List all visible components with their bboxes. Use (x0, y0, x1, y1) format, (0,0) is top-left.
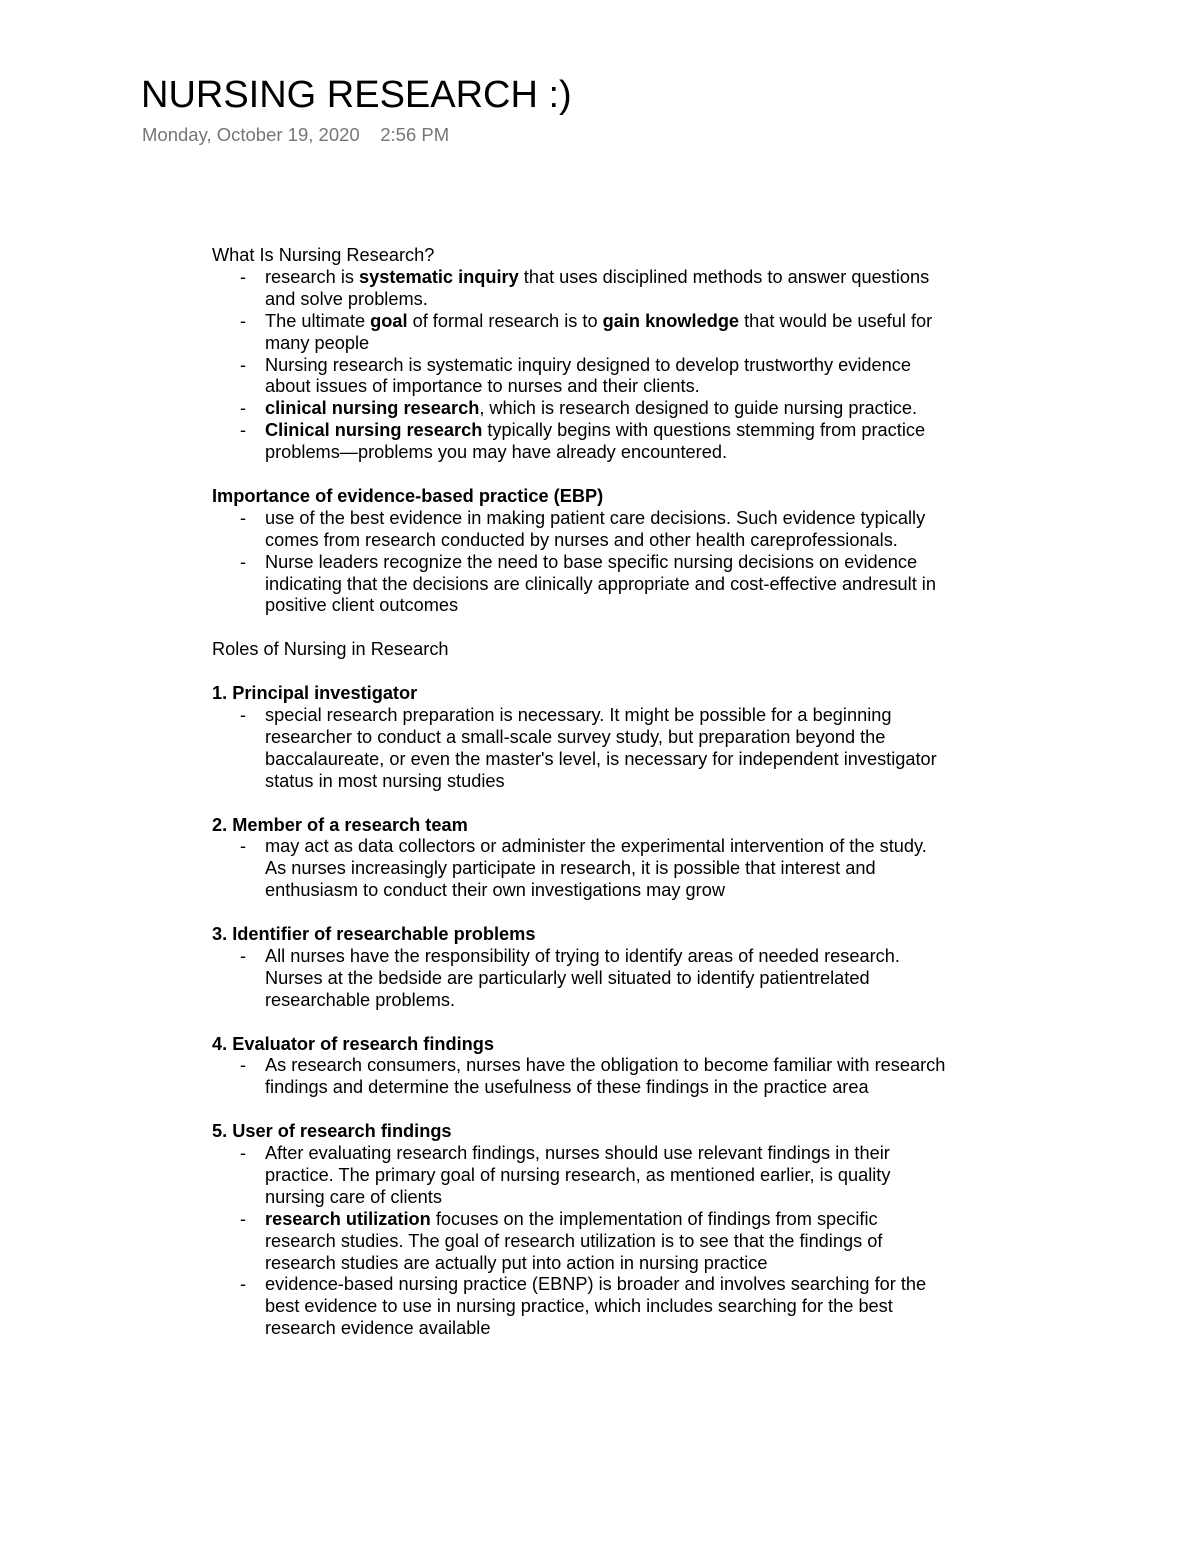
bold-text: 4. Evaluator of research findings (212, 1033, 494, 1054)
bullet-dash: - (240, 1143, 247, 1164)
bold-text: 1. Principal investigator (212, 683, 418, 704)
bullet-item (212, 355, 952, 399)
bullet-list (212, 836, 952, 902)
section-heading (212, 486, 952, 508)
section-heading (212, 815, 952, 837)
bullet-item (212, 836, 952, 902)
bullet-item (212, 1209, 952, 1275)
section-heading (212, 1034, 952, 1056)
text-run: that would be useful for many people (265, 310, 933, 353)
bold-text: research utilization (265, 1208, 431, 1229)
bold-text: systematic inquiry (359, 266, 519, 287)
text-run: What Is Nursing Research? (212, 245, 435, 265)
text-run: that uses disciplined methods to answer questions and solve problems. (265, 266, 930, 309)
bullet-dash: - (240, 945, 247, 966)
bullet-list (212, 946, 952, 1012)
bullet-dash: - (240, 420, 247, 441)
bullet-list (212, 705, 952, 793)
bullet-dash: - (240, 507, 247, 528)
bold-text: goal (370, 310, 408, 331)
bullet-item (212, 311, 952, 355)
text-run: , which is research designed to guide nursing practice. (479, 398, 918, 419)
text-run: focuses on the implementation of findings from specific research studies. The goal of research utilization is to see that the findings of research studies are actually put into action in nursing practice (265, 1208, 883, 1273)
bold-text: gain knowledge (602, 310, 740, 331)
note-section (212, 639, 952, 661)
section-heading (212, 1121, 952, 1143)
note-section (212, 683, 952, 793)
bold-text: Clinical nursing research (265, 420, 483, 441)
bullet-item (212, 398, 952, 420)
text-run: Nursing research is systematic inquiry designed to develop trustworthy evidence about issues of importance to nurses and their clients. (265, 354, 911, 397)
bullet-list (212, 267, 952, 464)
bold-text: 3. Identifier of researchable problems (212, 924, 536, 945)
text-run: Nurse leaders recognize the need to base specific nursing decisions on evidence indicating that the decisions are clinically appropriate and cost-effective andresult in positive client outcomes (265, 551, 936, 616)
bullet-dash: - (240, 1274, 247, 1295)
bullet-dash: - (240, 1055, 247, 1076)
section-heading (212, 245, 952, 267)
text-run: After evaluating research findings, nurses should use relevant findings in their practice. The primary goal of nursing research, as mentioned earlier, is quality nursing care of clients (265, 1143, 891, 1207)
text-run: evidence-based nursing practice (EBNP) is broader and involves searching for the best evidence to use in nursing practice, which includes searching for the best research evidence available (265, 1274, 927, 1339)
bullet-item (212, 420, 952, 464)
text-run: All nurses have the responsibility of trying to identify areas of needed research. Nurses at the bedside are particularly well situated to identify patientrelated researchable problems. (265, 945, 900, 1010)
note-title: NURSING RESEARCH :) (141, 74, 572, 116)
note-date: Monday, October 19, 2020 (142, 124, 360, 145)
bold-text: 2. Member of a research team (212, 814, 468, 835)
bullet-dash: - (240, 1208, 247, 1229)
section-heading (212, 683, 952, 705)
note-timestamp (142, 123, 449, 147)
text-run: research is (265, 266, 360, 287)
bullet-item (212, 508, 952, 552)
section-heading (212, 924, 952, 946)
bullet-item (212, 946, 952, 1012)
text-run: The ultimate (265, 310, 371, 331)
bullet-item (212, 267, 952, 311)
bullet-list (212, 1055, 952, 1099)
note-body (212, 245, 952, 1340)
bullet-item (212, 1055, 952, 1099)
bullet-dash: - (240, 354, 247, 375)
bold-text: 5. User of research findings (212, 1121, 452, 1142)
text-run: of formal research is to (407, 310, 603, 331)
text-run: special research preparation is necessary. It might be possible for a beginning researcher to conduct a small-scale survey study, but preparation beyond the baccalaureate, or even the master's level, is necessary for independent investigator status in most nursing studies (265, 704, 937, 791)
bullet-dash: - (240, 704, 247, 725)
bullet-list (212, 508, 952, 618)
section-heading (212, 639, 952, 661)
bullet-dash: - (240, 551, 247, 572)
bold-text: clinical nursing research (265, 398, 480, 419)
bold-text: Importance of evidence-based practice (EBP) (212, 485, 604, 506)
note-time: 2:56 PM (380, 124, 450, 145)
note-section (212, 1034, 952, 1100)
bullet-item (212, 552, 952, 618)
text-run: use of the best evidence in making patient care decisions. Such evidence typically comes from research conducted by nurses and other health careprofessionals. (265, 507, 926, 550)
bullet-dash: - (240, 310, 247, 331)
bullet-dash: - (240, 836, 247, 857)
note-section (212, 1121, 952, 1340)
bullet-dash: - (240, 398, 247, 419)
text-run: As research consumers, nurses have the obligation to become familiar with research findings and determine the usefulness of these findings in the practice area (265, 1055, 946, 1098)
text-run: typically begins with questions stemming from practice problems—problems you may have already encountered. (265, 420, 926, 463)
note-section (212, 245, 952, 464)
bullet-item (212, 705, 952, 793)
note-section (212, 815, 952, 903)
note-section (212, 486, 952, 617)
text-run: may act as data collectors or administer the experimental intervention of the study. As nurses increasingly participate in research, it is possible that interest and enthusiasm to conduct their own investigations may grow (265, 836, 927, 901)
bullet-list (212, 1143, 952, 1340)
bullet-item (212, 1274, 952, 1340)
bullet-dash: - (240, 266, 247, 287)
note-section (212, 924, 952, 1012)
text-run: Roles of Nursing in Research (212, 639, 449, 660)
bullet-item (212, 1143, 952, 1209)
